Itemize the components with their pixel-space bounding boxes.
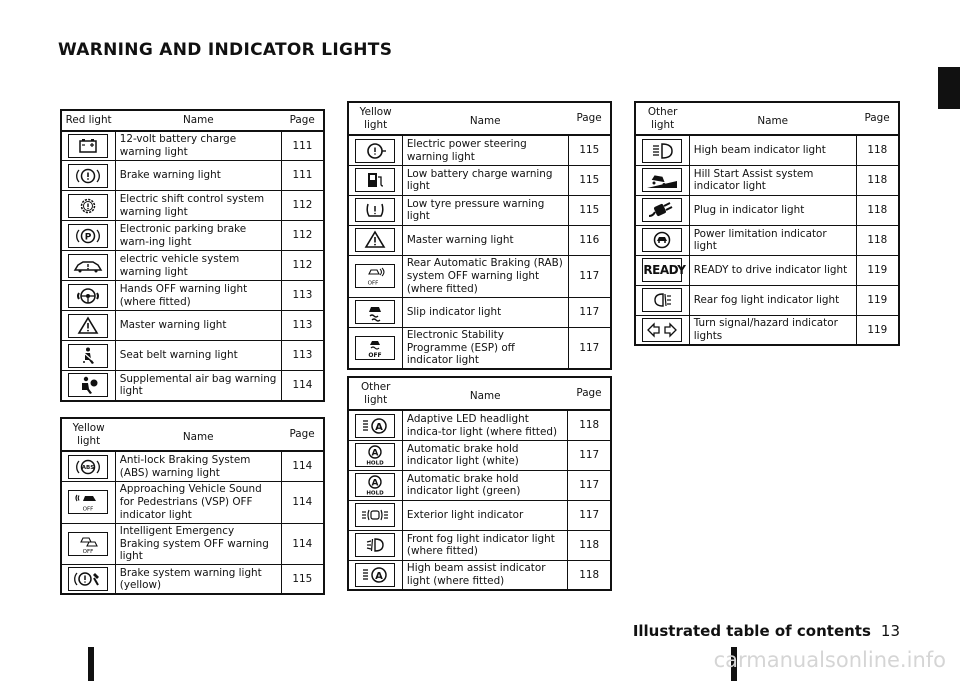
table-row: [635, 315, 899, 345]
table-row: [635, 255, 899, 285]
light-name: Master warning light: [402, 225, 568, 255]
svg-text:OFF: OFF: [83, 548, 94, 555]
table-row: [348, 135, 611, 165]
col-header-light: Other light: [360, 381, 391, 406]
brake-system-icon: [68, 567, 108, 591]
table-row: [348, 165, 611, 195]
abs-icon: [68, 455, 108, 479]
col-header-name: Name: [469, 390, 501, 402]
light-name: READY to drive indicator light: [689, 255, 856, 285]
exterior-light-icon: [355, 503, 395, 527]
table-row: [61, 161, 324, 191]
page-ref: 114: [281, 371, 324, 401]
page-ref: 111: [281, 161, 324, 191]
footer-section-label: Illustrated table of contents: [632, 622, 871, 640]
red-lights-table: [60, 109, 325, 402]
svg-text:A: A: [375, 421, 384, 433]
other-lights-table-1: [634, 101, 900, 346]
table-row: [348, 225, 611, 255]
table-row: [61, 451, 324, 481]
page-ref: 115: [281, 564, 324, 594]
col-header-name: Name: [182, 114, 214, 126]
col-header-page: Page: [576, 387, 602, 399]
page-ref: 117: [568, 297, 611, 327]
table-row: [348, 255, 611, 297]
light-name: High beam indicator light: [689, 135, 856, 165]
col-header-light: Other light: [647, 106, 678, 131]
slip-icon: [355, 300, 395, 324]
table-row: [61, 523, 324, 564]
col-header-light: Red light: [65, 114, 112, 126]
col-header-page: Page: [289, 114, 315, 126]
light-name: Approaching Vehicle Sound for Pedestrians (VSP) OFF indicator light: [115, 481, 281, 523]
light-name: Slip indicator light: [402, 297, 568, 327]
page-ref: 114: [281, 481, 324, 523]
table-row: [61, 251, 324, 281]
high-beam-assist-icon: [355, 563, 395, 587]
svg-text:ABS: ABS: [82, 464, 95, 471]
brake-warning-icon: [68, 164, 108, 188]
light-name: electric vehicle system warning light: [115, 251, 281, 281]
col-header-name: Name: [757, 115, 789, 127]
rear-fog-icon: [642, 288, 682, 312]
master-warning-icon: [355, 228, 395, 252]
turn-signal-icon: [642, 318, 682, 342]
ready-icon: READY: [642, 258, 682, 282]
gear-shift-icon: [68, 194, 108, 218]
light-name: Electronic parking brake warn-ing light: [115, 221, 281, 251]
table-row: [348, 560, 611, 590]
table-row: [635, 285, 899, 315]
ieb-off-icon: [68, 532, 108, 556]
page-ref: 117: [568, 327, 611, 369]
col-header-light: Yellow light: [72, 422, 105, 447]
light-name: Turn signal/hazard indicator lights: [689, 315, 856, 345]
auto-hold-green-icon: [355, 473, 395, 497]
light-name: Front fog light indicator light (where fitted): [402, 530, 568, 560]
page-ref: 118: [568, 530, 611, 560]
page-ref: 117: [568, 440, 611, 470]
yellow-lights-table-1: [60, 417, 325, 595]
page-ref: 115: [568, 165, 611, 195]
page-number: 13: [880, 622, 900, 640]
light-name: Low tyre pressure warning light: [402, 195, 568, 225]
yellow-lights-table-2: [347, 101, 612, 370]
page-ref: 112: [281, 191, 324, 221]
table-row: [348, 410, 611, 440]
light-name: Automatic brake hold indicator light (green): [402, 470, 568, 500]
page-ref: 119: [856, 255, 899, 285]
page-ref: 119: [856, 285, 899, 315]
page-ref: 115: [568, 135, 611, 165]
svg-text:OFF: OFF: [83, 506, 94, 513]
seat-belt-icon: [68, 344, 108, 368]
page-ref: 113: [281, 311, 324, 341]
light-name: Master warning light: [115, 311, 281, 341]
table-row: [348, 530, 611, 560]
svg-text:A: A: [371, 478, 379, 489]
power-limit-icon: [642, 228, 682, 252]
light-name: Electric power steering warning light: [402, 135, 568, 165]
light-name: Seat belt warning light: [115, 341, 281, 371]
page-ref: 118: [568, 560, 611, 590]
table-row: [635, 135, 899, 165]
tyre-pressure-icon: [355, 198, 395, 222]
page-title: WARNING AND INDICATOR LIGHTS: [58, 40, 393, 60]
auto-hold-white-icon: [355, 443, 395, 467]
page-ref: 115: [568, 195, 611, 225]
table-row: [61, 131, 324, 161]
svg-text:HOLD: HOLD: [366, 490, 385, 497]
table-row: [635, 225, 899, 255]
light-name: Adaptive LED headlight indica-tor light (where fitted): [402, 410, 568, 440]
light-name: Brake system warning light (yellow): [115, 564, 281, 594]
table-row: [348, 500, 611, 530]
page-ref: 112: [281, 251, 324, 281]
page-ref: 111: [281, 131, 324, 161]
page-ref: 117: [568, 255, 611, 297]
page-ref: 118: [856, 225, 899, 255]
light-name: Intelligent Emergency Braking system OFF warning light: [115, 523, 281, 564]
other-lights-table-2: [347, 376, 612, 591]
steering-wheel-hands-icon: [68, 284, 108, 308]
svg-text:A: A: [371, 448, 379, 459]
light-name: Plug in indicator light: [689, 195, 856, 225]
page-ref: 118: [568, 410, 611, 440]
page-ref: 117: [568, 500, 611, 530]
table-row: [61, 564, 324, 594]
vsp-off-icon: [68, 490, 108, 514]
light-name: Exterior light indicator: [402, 500, 568, 530]
rab-off-icon: [355, 264, 395, 288]
airbag-icon: [68, 373, 108, 397]
table-row: [635, 195, 899, 225]
hill-start-icon: [642, 168, 682, 192]
page-ref: 118: [856, 135, 899, 165]
table-row: [61, 281, 324, 311]
light-name: Low battery charge warning light: [402, 165, 568, 195]
table-row: [61, 311, 324, 341]
parking-brake-icon: [68, 224, 108, 248]
page-ref: 117: [568, 470, 611, 500]
battery-icon: [68, 134, 108, 158]
table-row: [348, 440, 611, 470]
low-battery-icon: [355, 168, 395, 192]
table-row: [348, 195, 611, 225]
light-name: High beam assist indicator light (where fitted): [402, 560, 568, 590]
page-ref: 119: [856, 315, 899, 345]
plug-icon: [642, 198, 682, 222]
light-name: Electronic Stability Programme (ESP) off indicator light: [402, 327, 568, 369]
light-name: Rear Automatic Braking (RAB) system OFF warning light (where fitted): [402, 255, 568, 297]
col-header-page: Page: [289, 428, 315, 440]
table-row: [61, 221, 324, 251]
page-ref: 113: [281, 341, 324, 371]
table-row: [348, 327, 611, 369]
svg-text:OFF: OFF: [368, 280, 379, 287]
svg-text:OFF: OFF: [368, 351, 383, 359]
light-name: Power limitation indicator light: [689, 225, 856, 255]
esp-off-icon: [355, 336, 395, 360]
table-row: [635, 165, 899, 195]
table-row: [348, 470, 611, 500]
light-name: Anti-lock Braking System (ABS) warning light: [115, 451, 281, 481]
col-header-name: Name: [182, 431, 214, 443]
table-row: [61, 371, 324, 401]
page-ref: 116: [568, 225, 611, 255]
car-warning-icon: [68, 254, 108, 278]
page-ref: 114: [281, 523, 324, 564]
adaptive-headlight-icon: [355, 414, 395, 438]
col-header-light: Yellow light: [359, 106, 392, 131]
chapter-tab: [938, 67, 960, 109]
col-header-page: Page: [576, 112, 602, 124]
light-name: Automatic brake hold indicator light (white): [402, 440, 568, 470]
watermark: carmanualsonline.info: [713, 648, 946, 672]
col-header-name: Name: [469, 115, 501, 127]
table-row: [61, 341, 324, 371]
page-ref: 113: [281, 281, 324, 311]
light-name: Hill Start Assist system indicator light: [689, 165, 856, 195]
power-steering-icon: [355, 139, 395, 163]
page-ref: 118: [856, 195, 899, 225]
table-row: [61, 481, 324, 523]
high-beam-icon: [642, 139, 682, 163]
light-name: Hands OFF warning light (where fitted): [115, 281, 281, 311]
page-ref: 118: [856, 165, 899, 195]
light-name: Rear fog light indicator light: [689, 285, 856, 315]
table-row: [61, 191, 324, 221]
col-header-page: Page: [864, 112, 890, 124]
svg-text:P: P: [85, 232, 92, 243]
crop-mark: [88, 647, 94, 681]
svg-text:HOLD: HOLD: [366, 460, 385, 467]
light-name: Electric shift control system warning light: [115, 191, 281, 221]
page-ref: 114: [281, 451, 324, 481]
light-name: Brake warning light: [115, 161, 281, 191]
master-warning-icon: [68, 314, 108, 338]
light-name: Supplemental air bag warning light: [115, 371, 281, 401]
table-row: [348, 297, 611, 327]
light-name: 12-volt battery charge warning light: [115, 131, 281, 161]
svg-text:A: A: [375, 571, 384, 583]
footer: [633, 622, 900, 640]
front-fog-icon: [355, 533, 395, 557]
page-ref: 112: [281, 221, 324, 251]
